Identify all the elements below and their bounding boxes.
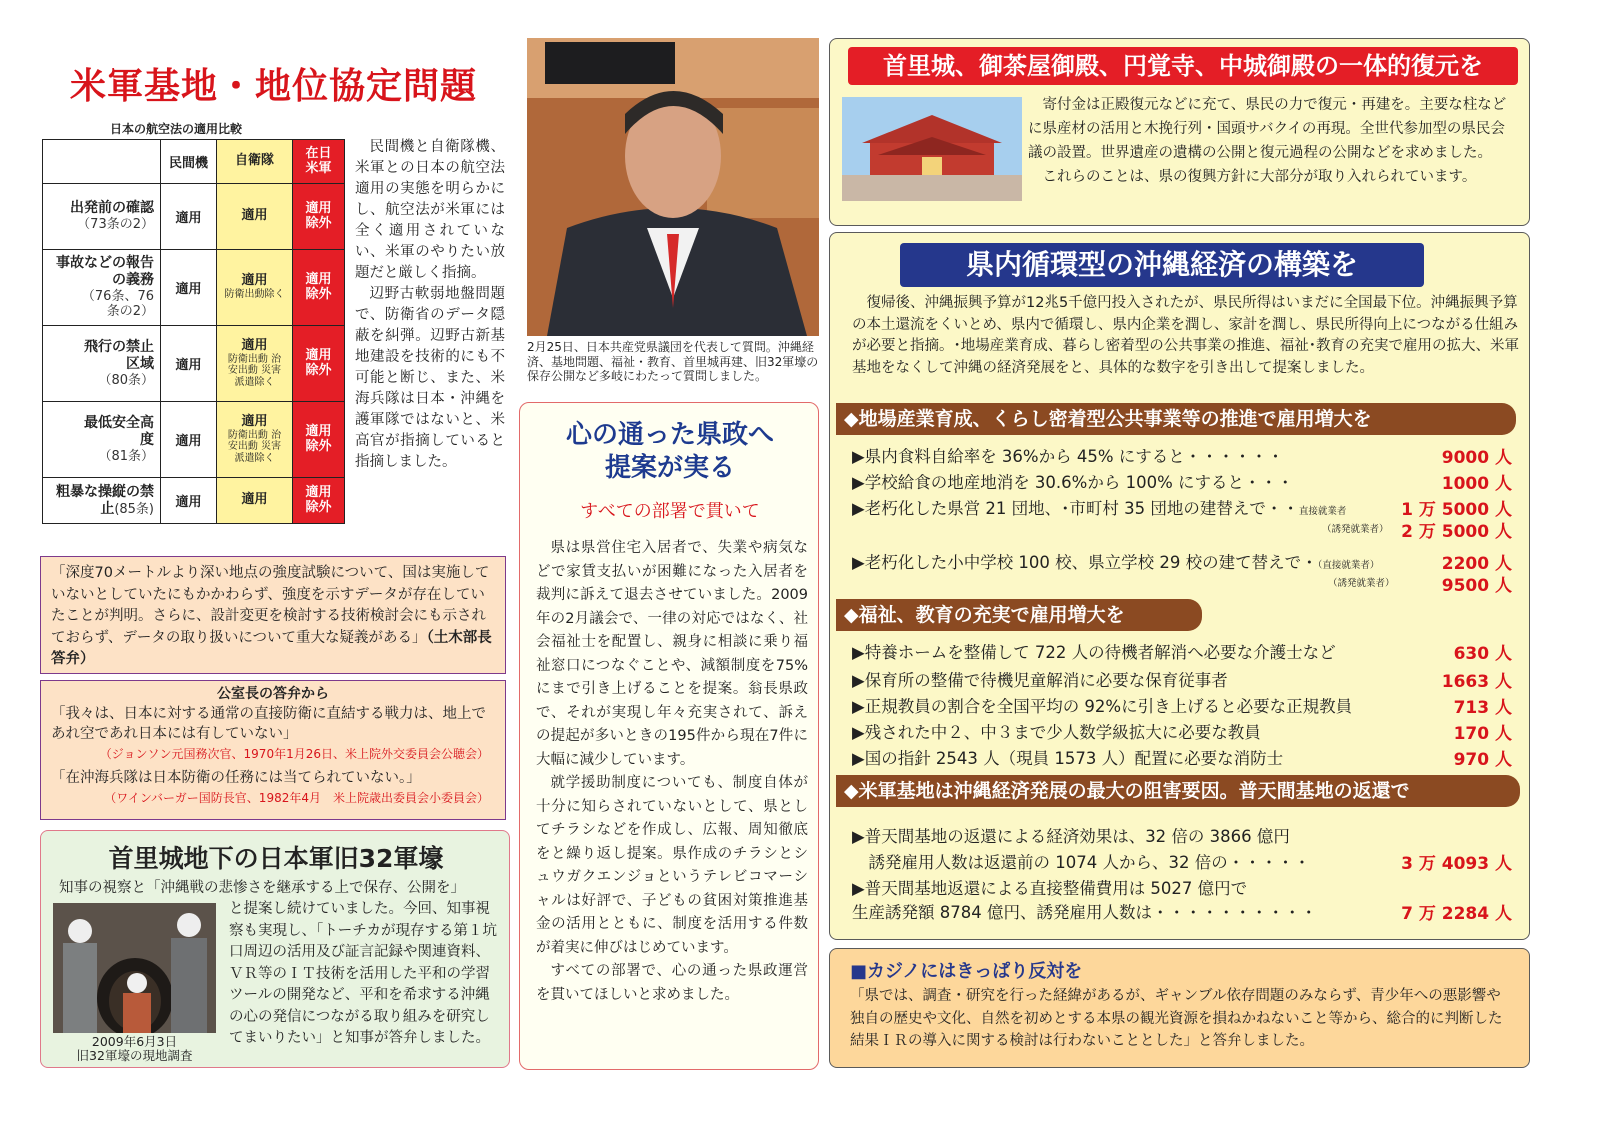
item-text: ▶国の指針 2543 人（現員 1573 人）配置に必要な消防士 — [852, 749, 1284, 768]
speaker-photo-caption: 2月25日、日本共産党県議団を代表して質問。沖縄経済、基地問題、福祉・教育、首里城再建、旧32軍壕の保存公開など多岐にわたって質問しました。 — [527, 340, 819, 383]
economy-intro — [852, 293, 1520, 379]
item-tag: （誘発就業者） — [1322, 524, 1389, 535]
item-text: ▶特養ホームを整備して 722 人の待機者解消へ必要な介護士など — [852, 643, 1336, 662]
item-tag: 直接就業者 — [1298, 506, 1347, 517]
row-label — [43, 250, 161, 326]
proposal-subtitle: すべての部署で貫いて — [580, 501, 760, 522]
item-text: ▶保育所の整備で待機児童解消に必要な保育従事者 — [852, 671, 1228, 690]
paragraph: 復帰後、沖縄振興予算が12兆5千億円投入されたが、県民所得はいまだに全国最下位。沖縄振興予算の本土還流をくいとめ、県内で循環し、県内企業を潤し、家計を潤し、県民所得向上につながる仕組みが必要と指摘。･地場産業育成、暮らし密着型の公共事業の推進、福祉･教育の充実で雇用の拡大、米軍基地をなくして沖縄の経済発展をと、具体的な数字を引き出して提案しました。 — [852, 295, 1519, 376]
casino-body: 「県では、調査・研究を行った経緯があるが、ギャンブル依存問題のみならず、青少年への悪影響や独自の歴史や文化、自然を初めとする本県の観光資源を損ねかねないこと等から、総合的に判断した結果ＩＲの導入に関する検討は行わないこととした」と答弁しました。 — [850, 988, 1503, 1049]
item-text: ▶正規教員の割合を全国平均の 92%に引き上げると必要な正規教員 — [852, 697, 1353, 716]
cell-us-value: 適用除外 — [305, 200, 332, 231]
list-item — [852, 639, 1512, 663]
item-value: 7 万 2284 人 — [1401, 904, 1512, 924]
item-text: ▶残された中２、中３まで少人数学級拡大に必要な教員 — [852, 723, 1261, 742]
paragraph: 辺野古軟弱地盤問題で、防衛省のデータ隠蔽を糾弾。辺野古新基地建設を技術的にも不可能と断じ、また、米海兵隊は日本・沖縄を護軍隊ではないと、米高官が指摘していると指摘しました。 — [355, 286, 505, 470]
economy-title: 県内循環型の沖縄経済の構築を — [900, 243, 1424, 287]
caption-date: 2009年6月3日 — [91, 1034, 178, 1049]
table-row — [43, 402, 345, 478]
row-label — [43, 184, 161, 250]
cell-sdf — [217, 184, 293, 250]
cell-sdf — [217, 326, 293, 402]
cell-us — [293, 326, 345, 402]
row-label-sub: （80条） — [98, 372, 154, 388]
table-header-sdf: 自衛隊 — [217, 140, 293, 184]
row-label — [43, 478, 161, 524]
row-label-main: 最低安全高度 — [84, 414, 154, 448]
cell-sdf-value: 適用 — [241, 208, 268, 224]
quote-text: 「我々は、日本に対する通常の直接防衛に直結する戦力は、地上であれ空であれ日本には有していない」 — [51, 706, 486, 742]
shuri-body — [1028, 93, 1518, 189]
table-row — [43, 478, 345, 524]
item-value: 713 人 — [1453, 698, 1512, 718]
row-label-main: 事故などの報告の義務 — [56, 255, 154, 288]
quote-box-title: 公室長の答弁から — [217, 686, 329, 702]
cell-sdf-note: 防衛出動除く — [224, 289, 285, 301]
item-value: 630 人 — [1453, 644, 1512, 664]
paragraph: 就学援助制度についても、制度自体が十分に知らされていないとして、県としてチラシなどを作成し、広報、周知徹底をと繰り返し提案。県作成のチラシとシュウガクエンジョというテレビコマーシャルは好評で、子どもの貧困対策推進基金の活用とともに、制度を活用する件数が着実に伸びはじめています。 — [536, 775, 808, 956]
bunker-photo-caption — [53, 1035, 216, 1063]
bunker-title: 首里城地下の日本軍旧32軍壕 — [108, 844, 444, 873]
cell-us-value: 適用除外 — [305, 423, 332, 454]
list-item — [852, 849, 1512, 873]
cell-civil: 適用 — [161, 184, 217, 250]
quote-source: （ワインバーガー国防長官、1982年4月 米上院歳出委員会小委員会） — [104, 791, 489, 805]
item-text: 誘発雇用人数は返還前の 1074 人から、32 倍の・・・・・ — [852, 853, 1311, 872]
item-value: 1 万 5000 人 — [1401, 500, 1512, 520]
table-row — [43, 326, 345, 402]
caption-text: 旧32軍壕の現地調査 — [76, 1048, 193, 1063]
cell-sdf-value: 適用 — [241, 413, 268, 429]
cell-us-value: 適用除外 — [305, 347, 332, 378]
base-issue-text — [355, 137, 505, 473]
row-label-main: 出発前の確認 — [70, 200, 154, 217]
speaker-photo — [527, 38, 819, 336]
casino-title: ■カジノにはきっぱり反対を — [850, 961, 1083, 982]
paragraph: 民間機と自衛隊機、米軍との日本の航空法適用の実態を明らかにし、航空法が米軍には全く適用されていない、米軍のやりたい放題だと厳しく指摘。 — [355, 139, 505, 281]
header-us-text: 在日米軍 — [305, 146, 332, 177]
civil-engineering-quote-box — [40, 556, 506, 674]
cell-us — [293, 478, 345, 524]
quote-text: 「在沖海兵隊は日本防衛の任務には当てられていない。」 — [51, 770, 421, 786]
item-value: 1663 人 — [1441, 672, 1512, 692]
paragraph: すべての部署で、心の通った県政運営を貫いてほしいと求めました。 — [536, 963, 808, 1003]
list-item — [852, 875, 1512, 899]
table-header-civil: 民間機 — [161, 140, 217, 184]
row-label — [43, 402, 161, 478]
list-item — [852, 667, 1512, 691]
item-tag: （誘発就業者） — [1328, 578, 1395, 589]
casino-section — [829, 948, 1530, 1068]
quote-text: 「深度70メートルより深い地点の強度試験について、国は実施していないとしていたにもかかわらず、強度を示すデータが存在していたことが判明。さらに、設計変更を検討する技術検討会にも示されておらず、データの取り扱いについて重大な疑義がある」 — [51, 565, 490, 646]
shuri-castle-section — [829, 38, 1530, 226]
quote-attribution: （土木部長答弁） — [51, 629, 492, 667]
item-value: 2 万 5000 人 — [1401, 522, 1512, 542]
bunker-body: と提案し続けていました。今回、知事視察も実現し、「トーチカが現存する第１坑口周辺の活用及び証言記録や関連資料、ＶＲ等のＩＴ技術を活用した平和の学習ツールの開発など、平和を希求する沖縄の心の発信につながる取り組みを研究してまいりたい」と知事が答弁しました。 — [229, 901, 497, 1046]
secretary-quote-box — [40, 680, 506, 820]
table-row — [43, 250, 345, 326]
cell-us — [293, 184, 345, 250]
list-item — [852, 899, 1512, 923]
row-label — [43, 326, 161, 402]
proposal-title — [520, 419, 820, 485]
table-header-usforces — [293, 140, 345, 184]
cell-sdf — [217, 478, 293, 524]
cell-sdf-value: 適用 — [241, 337, 268, 353]
item-value: 970 人 — [1453, 750, 1512, 770]
table-caption: 日本の航空法の適用比較 — [110, 122, 243, 136]
cell-us-value: 適用除外 — [305, 271, 332, 302]
list-item — [852, 693, 1512, 717]
item-text: ▶普天間基地の返還による経済効果は、32 倍の 3866 億円 — [852, 827, 1290, 846]
cell-civil: 適用 — [161, 402, 217, 478]
proposal-section — [519, 402, 819, 1070]
item-value: 9000 人 — [1441, 448, 1512, 468]
cell-civil: 適用 — [161, 326, 217, 402]
cell-sdf-note: 防衛出動 治安出動 災害派遣除く — [227, 429, 282, 464]
row-label-sub: （76条、76条の2） — [81, 288, 154, 320]
cell-sdf-value: 適用 — [241, 492, 268, 508]
list-item — [852, 823, 1512, 847]
bunker-photo — [53, 903, 216, 1033]
cell-us — [293, 250, 345, 326]
row-label-sub: （73条の2） — [77, 217, 154, 233]
cell-sdf — [217, 250, 293, 326]
section-band-welfare: ◆福祉、教育の充実で雇用増大を — [836, 599, 1202, 631]
section-band-us-base: ◆米軍基地は沖縄経済発展の最大の阻害要因。普天間基地の返還で — [836, 775, 1520, 807]
item-text: ▶老朽化した県営 21 団地、･市町村 35 団地の建替えで・・ — [852, 499, 1299, 518]
item-text: ▶県内食料自給率を 36%から 45% にすると・・・・・・ — [852, 447, 1284, 466]
item-value: 2200 人 — [1441, 554, 1512, 574]
paragraph: これらのことは、県の復興方針に大部分が取り入れられています。 — [1042, 169, 1477, 185]
list-item — [852, 549, 1512, 573]
item-tag: （直接就業者） — [1317, 560, 1380, 571]
proposal-title-line1: 心の通った県政へ — [565, 420, 774, 450]
item-text: 生産誘発額 8784 億円、誘発雇用人数は・・・・・・・・・・ — [852, 903, 1317, 922]
list-item — [852, 469, 1512, 493]
list-item — [852, 443, 1512, 467]
list-item — [852, 495, 1512, 519]
main-title: 米軍基地・地位協定問題 — [70, 66, 478, 107]
cell-us — [293, 402, 345, 478]
aviation-law-table — [42, 139, 345, 524]
cell-sdf-value: 適用 — [241, 273, 268, 289]
quote-source: （ジョンソン元国務次官、1970年1月26日、米上院外交委員会公聴会） — [99, 747, 489, 761]
item-text: ▶普天間基地返還による直接整備費用は 5027 億円で — [852, 879, 1248, 898]
table-header-row — [43, 140, 345, 184]
list-item — [852, 745, 1512, 769]
proposal-title-line2: 提案が実る — [604, 453, 735, 483]
list-item — [852, 719, 1512, 743]
bunker-lead: 知事の視察と「沖縄戦の悲惨さを継承する上で保存、公開を」 — [59, 880, 465, 896]
item-value: 1000 人 — [1441, 474, 1512, 494]
paragraph: 県は県営住宅入居者で、失業や病気などで家賃支払いが困難になった入居者を裁判に訴えて退去させていました。2009年の2月議会で、一律の対応ではなく、社会福祉士を配置し、親身に相談に乗り福祉窓口につなぐことや、減額制度を75%にまで引き上げることを提案。翁長県政で、それが実現し年々充実されて、訴えの提起が多いときの195件から現在7件に大幅に減少しています。 — [536, 540, 808, 768]
item-value: 9500 人 — [1441, 576, 1512, 596]
paragraph: 寄付金は正殿復元などに充て、県民の力で復元・再建を。主要な柱などに県産材の活用と木挽行列・国頭サバクイの再現。全世代参加型の県民会議の設置。世界遺産の遺構の公開と復元過程の公開などを求めました。 — [1028, 97, 1507, 161]
item-text: ▶学校給食の地産地消を 30.6%から 100% にすると・・・ — [852, 473, 1294, 492]
cell-sdf — [217, 402, 293, 478]
row-label-sub: (85条) — [114, 501, 154, 517]
row-label-main: 飛行の禁止区域 — [84, 338, 154, 372]
item-value: 170 人 — [1453, 724, 1512, 744]
cell-civil: 適用 — [161, 478, 217, 524]
cell-us-value: 適用除外 — [305, 484, 332, 515]
item-value: 3 万 4093 人 — [1401, 854, 1512, 874]
section-band-local-industry: ◆地場産業育成、くらし密着型公共事業等の推進で雇用増大を — [836, 403, 1516, 435]
shuri-title: 首里城、御茶屋御殿、円覚寺、中城御殿の一体的復元を — [848, 47, 1518, 85]
proposal-body — [536, 537, 808, 1007]
cell-sdf-note: 防衛出動 治安出動 災害派遣除く — [227, 353, 282, 388]
bunker-section — [40, 830, 510, 1068]
row-label-main: 粗暴な操縦の禁止 — [56, 483, 154, 517]
shuri-castle-photo — [842, 97, 1022, 201]
row-label-sub: （81条） — [98, 448, 154, 464]
item-text: ▶老朽化した小中学校 100 校、県立学校 29 校の建て替えで・ — [852, 553, 1318, 572]
table-row — [43, 184, 345, 250]
economy-section — [829, 232, 1530, 940]
cell-civil: 適用 — [161, 250, 217, 326]
table-header-blank — [43, 140, 161, 184]
